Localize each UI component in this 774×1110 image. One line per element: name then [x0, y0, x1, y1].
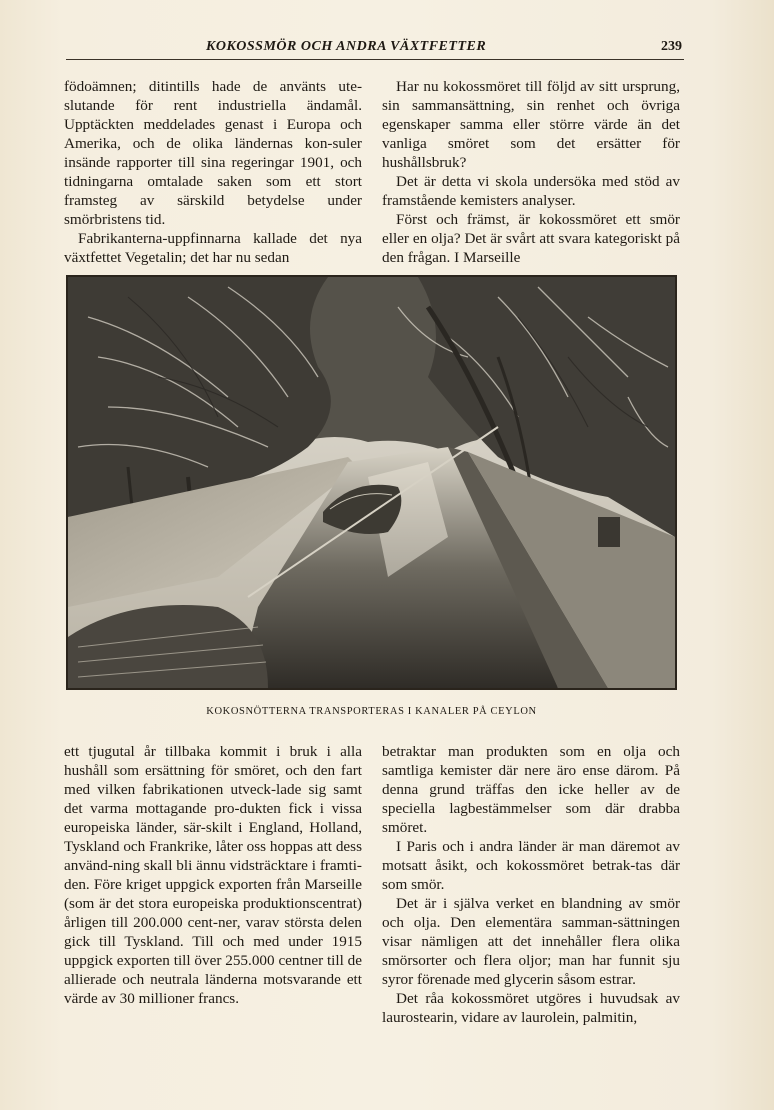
text-column-bottom-right	[382, 742, 680, 1027]
text-column-top-left	[64, 77, 362, 267]
page-number: 239	[661, 39, 682, 54]
paragraph: Först och främst, är kokossmöret ett smör eller en olja? Det är svårt att svara kategoriskt på den frågan. I Marseille	[382, 211, 680, 266]
paragraph: I Paris och i andra länder är man däremot av motsatt åsikt, och kokossmöret betrak-tas där som smör.	[382, 838, 680, 893]
text-column-top-right	[382, 77, 680, 267]
paragraph: Det råa kokossmöret utgöres i huvudsak av laurostearin, vidare av laurolein, palmitin,	[382, 990, 680, 1026]
paragraph: Det är detta vi skola undersöka med stöd av framstående kemisters analyser.	[382, 173, 680, 209]
text-column-bottom-left	[64, 742, 362, 1008]
figure-caption: KOKOSNÖTTERNA TRANSPORTERAS I KANALER PÅ CEYLON	[206, 706, 537, 717]
paragraph: ett tjugutal år tillbaka kommit i bruk i alla hushåll som ersättning för smöret, och den fart med vilken fabrikationen utveck-lade sig samt det varma mottagande pro-dukten fick i vissa europeiska länder, sär-skilt i England, Holland, Tyskland och Frankrike, låter oss hoppas att dess använd-ning skall bli ännu vidsträcktare i framti-den. Före kriget uppgick exporten från Marseille (som är det stora europeiska produktionscentrat) årligen till 200.000 cent-ner, varav största delen gick till Tyskland. Till och med under 1915 uppgick exporten till över 255.000 centner till de allierade och neutrala länderna motsvarande ett värde av 30 millioner francs.	[64, 743, 362, 1007]
paragraph: födoämnen; ditintills hade de använts ute-slutande för rent industriella ändamål. Upptäckten meddelades genast i Europa och Amerika, och de olika ländernas kon-suler insände rapporter till sina regeringar 1901, och tidningarna omtalade saken som ett stort framsteg av särskild betydelse under smörbristens tid.	[64, 78, 362, 228]
paragraph: Har nu kokossmöret till följd av sitt ursprung, sin sammansättning, sin renhet och övriga egenskaper samma eller större värde än det vanliga smöret som det ersätter för hushållsbruk?	[382, 78, 680, 171]
paragraph: Det är i själva verket en blandning av smör och olja. Den elementära samman-sättningen visar nämligen att det innehåller flera olika smörsorter och flera oljor; man har funnit sju syror förenade med glycerin såsom estrar.	[382, 895, 680, 988]
running-title: KOKOSSMÖR OCH ANDRA VÄXTFETTER	[206, 39, 487, 54]
canal-photograph	[66, 275, 677, 690]
paragraph: betraktar man produkten som en olja och samtliga kemister där nere äro ense därom. På denna grund träffas den icke heller av de speciella lagbestämmelser som där drabba smöret.	[382, 743, 680, 836]
running-header	[66, 37, 684, 60]
paragraph: Fabrikanterna-uppfinnarna kallade det nya växtfettet Vegetalin; det har nu sedan	[64, 230, 362, 266]
